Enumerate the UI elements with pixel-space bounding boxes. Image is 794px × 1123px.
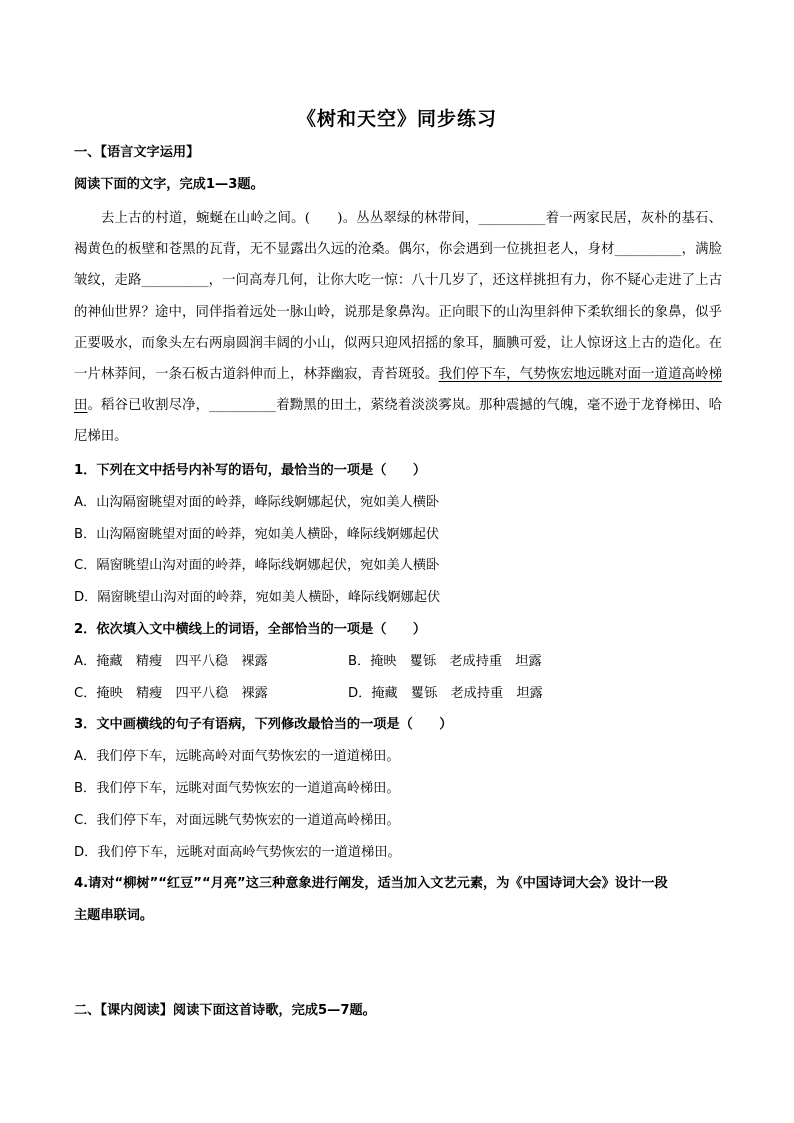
page-title: 《树和天空》同步练习 [296, 108, 497, 130]
question-2-option-a: A．掩藏 精瘦 四平八稳 裸露 [74, 654, 268, 669]
section1-instruction: 阅读下面的文字，完成1—3题。 [74, 177, 264, 192]
reading-passage [74, 203, 722, 453]
question-1-option-c: C．隔窗眺望山沟对面的岭莽，峰际线婀娜起伏，宛如美人横卧 [74, 558, 440, 573]
question-2-option-b: B．掩映 矍铄 老成持重 坦露 [348, 654, 542, 669]
passage-text-1: 去上古的村道，蜿蜒在山岭之间。( )。丛丛翠绿的林带间，__________着一两家民居，灰朴的基石、褐黄色的板壁和苍黑的瓦背，无不显露出久远的沧桑。偶尔，你会遇到一位挑担老人，身材__________，满脸皱纹，走路__________，一问高寿几何，让你大吃一惊：八十几岁了，还这样挑担有力，你不疑心走进了上古的神仙世界？途中，同伴指着远处一脉山岭，说那是象鼻沟。正向眼下的山沟里斜伸下柔软细长的象鼻，似乎正要吸水，而象头左右两扇圆润丰阔的小山，似两只迎风招摇的象耳，腼腆可爱，让人惊讶这上古的造化。在一片林莽间，一条石板古道斜伸而上，林莽幽寂，青苔斑驳。 [74, 211, 722, 383]
question-2-stem: 2．依次填入文中横线上的词语，全部恰当的一项是（ ） [74, 622, 427, 637]
question-3-option-a: A．我们停下车，远眺高岭对面气势恢宏的一道道梯田。 [74, 749, 400, 764]
underlined-sentence: 我们停下车，气势恢宏地远眺对面一道道高岭梯田 [74, 367, 722, 414]
question-1-stem: 1．下列在文中括号内补写的语句，最恰当的一项是（ ） [74, 463, 427, 478]
passage-text-2: 。稻谷已收割尽净，__________着黝黑的田土，萦绕着淡淡雾岚。那种震撼的气魄，毫不逊于龙脊梯田、哈尼梯田。 [74, 398, 722, 445]
question-4-line-1: 4.请对“柳树”“红豆”“月亮”这三种意象进行阐发，适当加入文艺元素，为《中国诗词大会》设计一段 [74, 876, 668, 891]
section1-heading: 一、【语言文字运用】 [74, 145, 200, 160]
question-2-option-d: D．掩藏 矍铄 老成持重 坦露 [348, 686, 543, 701]
question-1-option-b: B．山沟隔窗眺望对面的岭莽，宛如美人横卧，峰际线婀娜起伏 [74, 527, 440, 542]
question-3-option-b: B．我们停下车，远眺对面气势恢宏的一道道高岭梯田。 [74, 781, 400, 796]
question-3-option-d: D．我们停下车，远眺对面高岭气势恢宏的一道道梯田。 [74, 845, 401, 860]
question-1-option-a: A．山沟隔窗眺望对面的岭莽，峰际线婀娜起伏，宛如美人横卧 [74, 495, 440, 510]
question-3-stem: 3．文中画横线的句子有语病，下列修改最恰当的一项是（ ） [74, 717, 453, 732]
section2-heading: 二、【课内阅读】阅读下面这首诗歌，完成5—7题。 [74, 1003, 376, 1018]
question-3-option-c: C．我们停下车，对面远眺气势恢宏的一道道高岭梯田。 [74, 813, 400, 828]
question-4-line-2: 主题串联词。 [74, 908, 154, 923]
question-1-option-d: D．隔窗眺望山沟对面的岭莽，宛如美人横卧，峰际线婀娜起伏 [74, 590, 441, 605]
question-2-option-c: C．掩映 精瘦 四平八稳 裸露 [74, 686, 268, 701]
